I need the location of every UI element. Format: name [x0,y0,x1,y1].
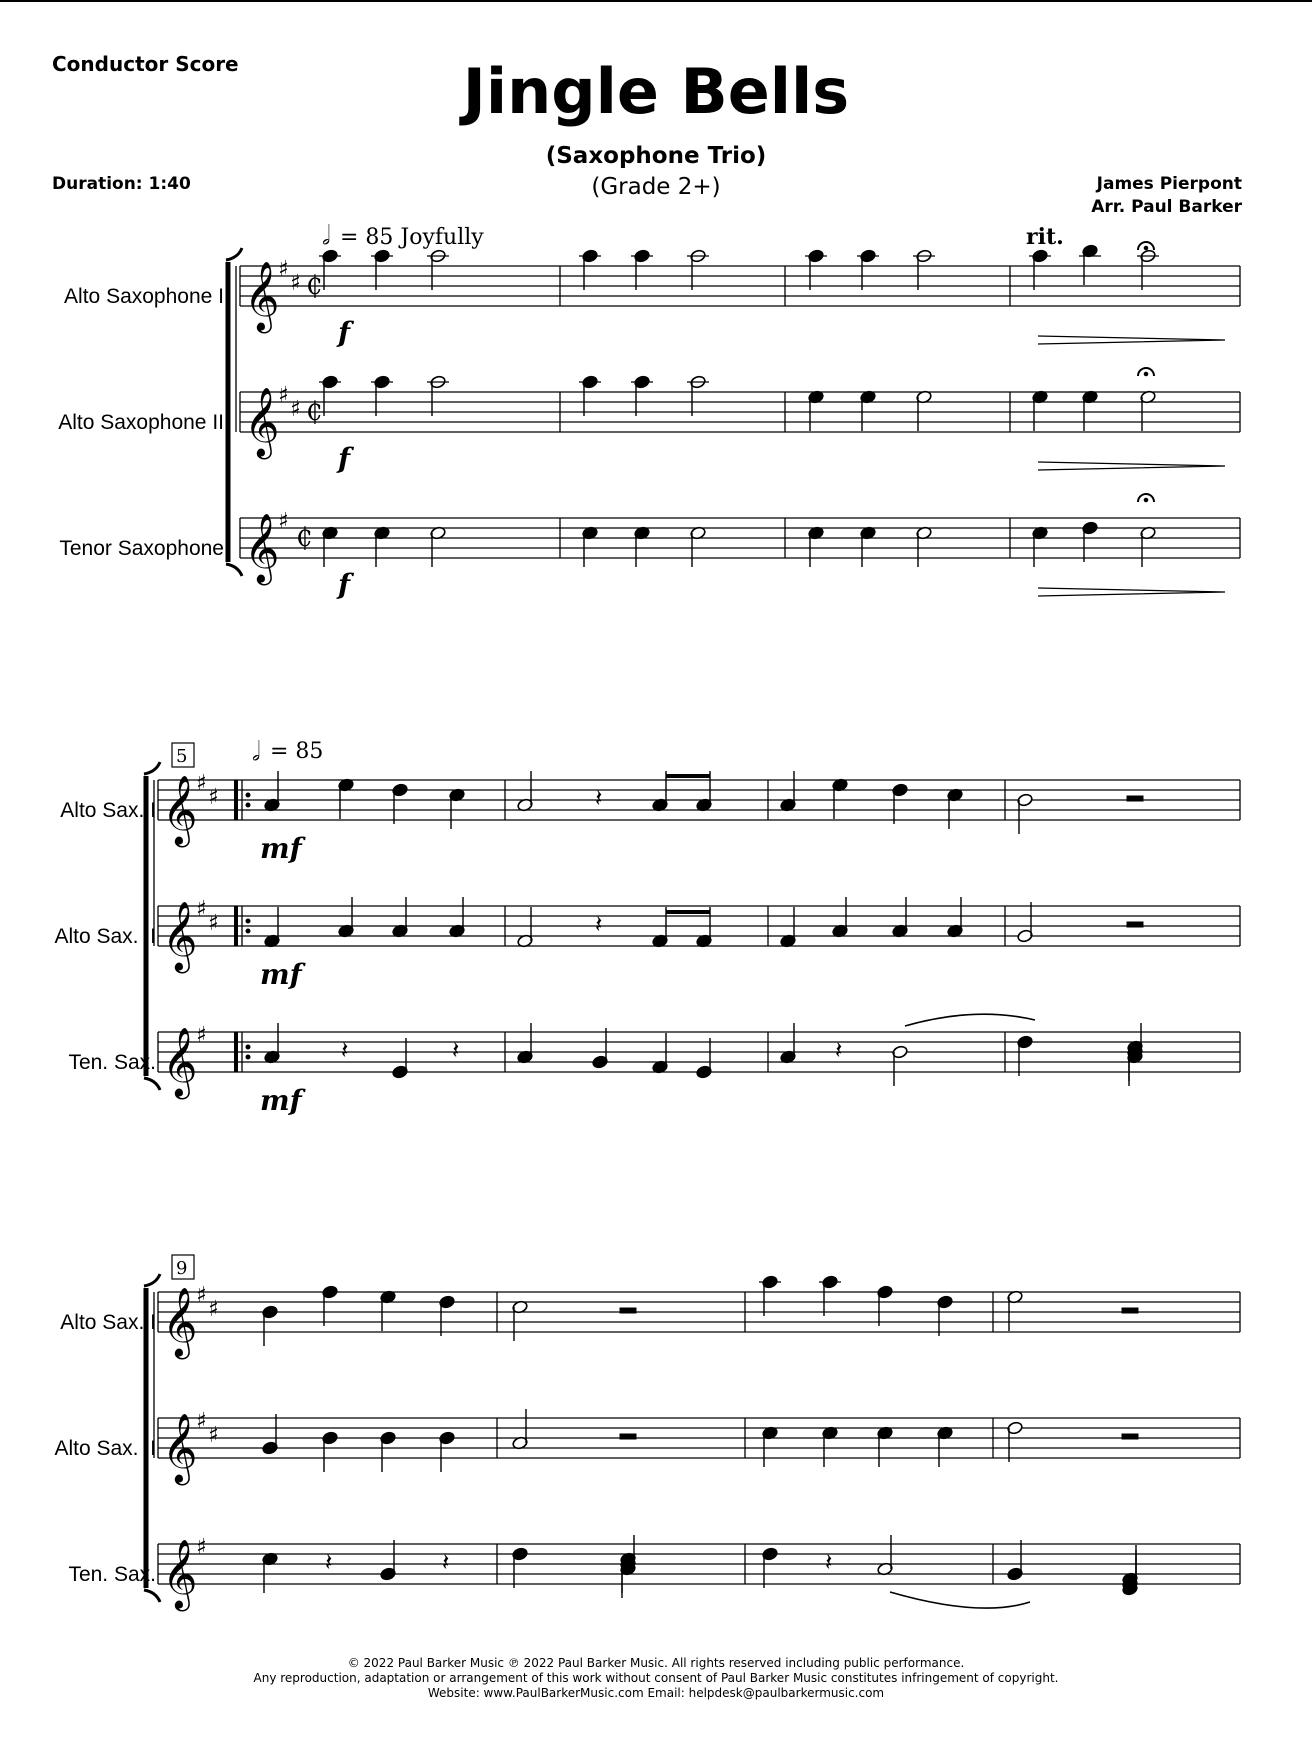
treble-clef-icon: 𝄞 [162,1027,198,1097]
quarter-rest-icon: 𝄽 [442,1548,450,1576]
slur [890,1592,1030,1608]
duration-label: Duration: 1:40 [52,174,191,194]
quarter-rest-icon: 𝄽 [341,1036,349,1064]
fermata-dot [1144,372,1148,376]
sharp-icon: ♯ [278,257,289,282]
treble-clef-icon: 𝄞 [162,1287,198,1357]
dynamic-marking: f [338,568,351,601]
tempo-marking: = 85 [270,739,324,764]
footer-contact: Website: www.PaulBarkerMusic.com Email: helpdesk@paulbarkermusic.com [427,1686,885,1700]
dynamic-marking: mf [260,832,302,865]
system2-instrument-2: Alto Sax. II [54,925,156,948]
bracket-top [226,248,242,260]
slur [905,1014,1035,1026]
sharp-icon: ♯ [196,897,207,922]
cut-time-icon: ₵ [296,523,313,553]
piece-subtitle: (Saxophone Trio) [545,143,767,169]
repeat-dot [246,1045,250,1049]
half-rest [1127,922,1143,927]
fermata-dot [1144,246,1148,250]
arranger-name: Arr. Paul Barker [1091,197,1242,217]
footer-copyright: © 2022 Paul Barker Music ℗ 2022 Paul Barker Music. All rights reserved including public performance. [347,1656,965,1670]
sharp-icon: ♯ [196,771,207,796]
fermata-dot [1144,498,1148,502]
system1-instrument-3: Tenor Saxophone [59,537,224,560]
system3-instrument-2: Alto Sax. II [54,1437,156,1460]
cut-time-icon: ₵ [306,397,323,427]
repeat-dot [246,803,250,807]
quarter-rest-icon: 𝄽 [325,1548,333,1576]
measure-number: 5 [176,746,188,767]
sharp-icon: ♯ [196,1023,207,1048]
sharp-icon: ♯ [208,1297,219,1322]
composer-name: James Pierpont [1096,174,1242,194]
treble-clef-icon: 𝄞 [162,901,198,971]
sharp-icon: ♯ [290,271,301,296]
piece-title: Jingle Bells [462,55,850,128]
system2-instrument-1: Alto Sax. I [60,799,156,822]
dynamic-marking: f [338,316,351,349]
repeat-dot [246,1055,250,1059]
repeat-dot [246,929,250,933]
quarter-rest-icon: 𝄽 [595,784,603,812]
treble-clef-icon: 𝄞 [244,261,280,331]
sharp-icon: ♯ [196,1283,207,1308]
half-rest [1122,1308,1138,1313]
half-rest [620,1308,636,1313]
half-rest [620,1434,636,1439]
treble-clef-icon: 𝄞 [244,513,280,583]
bracket-top [144,1274,160,1286]
system3-instrument-3: Ten. Sax. [68,1563,156,1586]
quarter-rest-icon: 𝄽 [835,1036,843,1064]
sharp-icon: ♯ [278,509,289,534]
sharp-icon: ♯ [208,1423,219,1448]
half-rest [1122,1434,1138,1439]
piece-grade: (Grade 2+) [591,174,721,200]
decrescendo-hairpin [1038,336,1225,344]
quarter-rest-icon: 𝄽 [825,1548,833,1576]
sharp-icon: ♯ [208,785,219,810]
tempo-marking: = 85 Joyfully [340,225,484,250]
score-type-label: Conductor Score [52,52,239,76]
system1-instrument-2: Alto Saxophone II [58,411,224,434]
decrescendo-hairpin [1038,462,1225,470]
dynamic-marking: mf [260,1084,302,1117]
half-note-tempo-icon: 𝅗𝅥 [322,221,331,251]
decrescendo-hairpin [1038,588,1225,596]
repeat-dot [246,919,250,923]
sharp-icon: ♯ [208,911,219,936]
system3-instrument-1: Alto Sax. I [60,1311,156,1334]
treble-clef-icon: 𝄞 [244,387,280,457]
system2-instrument-3: Ten. Sax. [68,1051,156,1074]
system1-instrument-1: Alto Saxophone I [64,285,224,308]
half-note-tempo-icon: 𝅗𝅥 [252,737,261,767]
sharp-icon: ♯ [278,383,289,408]
bracket-bottom [226,564,242,576]
measure-number: 9 [176,1258,188,1279]
dynamic-marking: f [338,442,351,475]
half-rest [1127,796,1143,801]
quarter-rest-icon: 𝄽 [452,1036,460,1064]
sharp-icon: ♯ [196,1535,207,1560]
repeat-dot [246,793,250,797]
treble-clef-icon: 𝄞 [162,1413,198,1483]
bracket-bottom [144,1078,160,1090]
ritardando-marking: rit. [1026,224,1064,250]
dynamic-marking: mf [260,958,302,991]
bracket-bottom [144,1590,160,1602]
cut-time-icon: ₵ [306,271,323,301]
sharp-icon: ♯ [196,1409,207,1434]
sharp-icon: ♯ [290,397,301,422]
bracket-top [144,762,160,774]
treble-clef-icon: 𝄞 [162,775,198,845]
footer-rights: Any reproduction, adaptation or arrangement of this work without consent of Paul Barker Music constitutes infringement of copyright. [253,1671,1059,1685]
quarter-rest-icon: 𝄽 [595,910,603,938]
treble-clef-icon: 𝄞 [162,1539,198,1609]
